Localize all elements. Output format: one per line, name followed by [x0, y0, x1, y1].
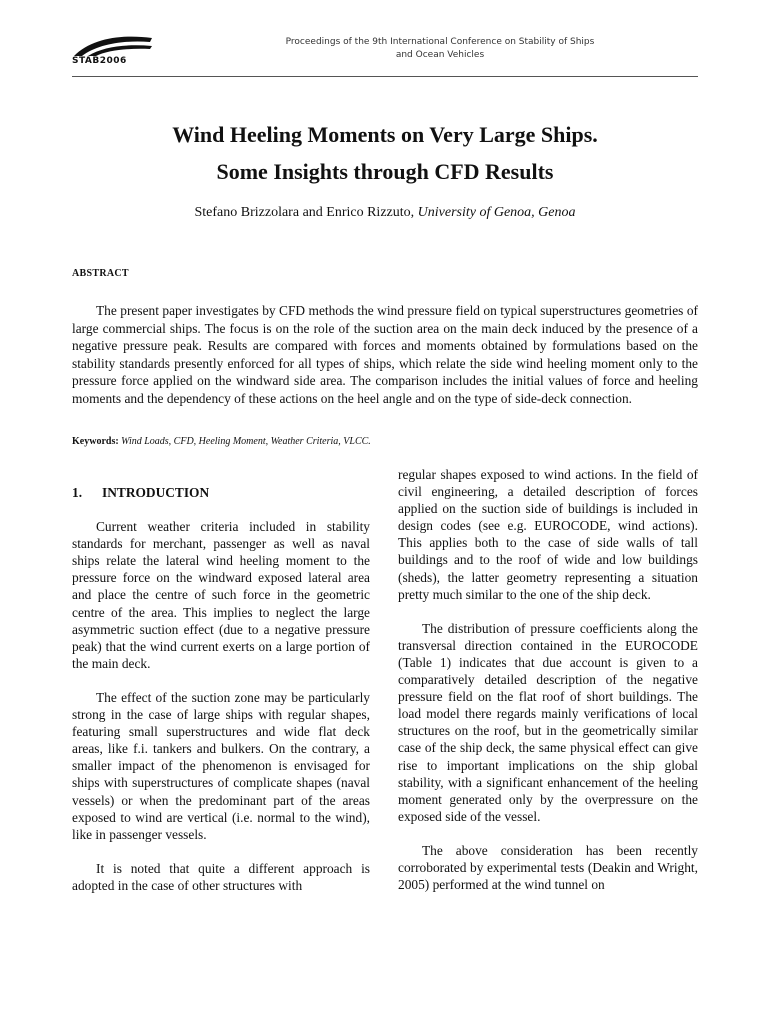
- author-affiliation: University of Genoa, Genoa: [417, 205, 576, 220]
- logo-text: STAB2006: [72, 56, 127, 66]
- paper-title: [72, 116, 698, 190]
- section-number: 1.: [72, 485, 83, 500]
- keywords: [72, 436, 698, 447]
- stab-logo-icon: [72, 32, 154, 72]
- title-line-2: Some Insights through CFD Results: [216, 159, 554, 184]
- section-heading: [72, 484, 370, 501]
- right-column: [398, 466, 698, 910]
- conference-name: [182, 36, 698, 62]
- keywords-label: Keywords:: [72, 436, 122, 447]
- keywords-text: Wind Loads, CFD, Heeling Moment, Weather Criteria, VLCC.: [121, 436, 371, 447]
- paragraph: Current weather criteria included in stability standards for merchant, passenger as well as naval ships relate the lateral wind heeling moment to the pressure force on the windward exposed lateral area and place the centre of such force in the geometric centre of the area. This implies to neglect the large asymmetric suction effect (due to a negative pressure peak) that the wind current exerts on a large portion of the main deck.: [72, 519, 370, 671]
- author-names: Stefano Brizzolara and Enrico Rizzuto,: [194, 205, 418, 220]
- paragraph: The above consideration has been recently corroborated by experimental tests (Deakin and Wright, 2005) performed at the wind tunnel on: [398, 842, 698, 893]
- abstract-text: The present paper investigates by CFD methods the wind pressure field on typical superstructures geometries of large commercial ships. The focus is on the role of the suction area on the main deck induced by the presence of a negative pressure peak. Results are compared with forces and moments obtained by formulations based on the stability standards presently enforced for all types of ships, which relate the side wind heeling moment only to the pressure force applied on the windward side area. The comparison includes the initial values of force and heeling moments and the dependency of these actions on the heel angle and on the type of side-deck connection.: [72, 303, 698, 406]
- title-line-1: Wind Heeling Moments on Very Large Ships.: [172, 122, 598, 147]
- paragraph: regular shapes exposed to wind actions. In the field of civil engineering, a detailed description of forces applied on the suction side of buildings is included in design codes (see e.g. EUROCODE, wind actions). This applies both to the case of side walls of tall buildings and to the roof of wide and low buildings (sheds), the latter geometry representing a situation pretty much similar to the one of the ship deck.: [398, 467, 698, 602]
- section-title: INTRODUCTION: [102, 485, 210, 500]
- paragraph: The distribution of pressure coefficients along the transversal direction contained in the EUROCODE (Table 1) indicates that due account is given to a comparatively detailed description of the negative pressure field on the flat roof of short buildings. The load model there regards mainly verifications of local structures on the roof, but in the geometrically similar case of the ship deck, the same physical effect can give rise to important implications on the ship global stability, with a significant enhancement of the heeling moment generated only by the overpressure on the exposed side of the vessel.: [398, 620, 698, 824]
- page-header: [72, 28, 698, 77]
- author-line: [72, 205, 698, 221]
- conference-line-1: Proceedings of the 9th International Conference on Stability of Ships: [285, 37, 595, 47]
- conference-line-2: and Ocean Vehicles: [395, 50, 485, 60]
- paragraph: It is noted that quite a different approach is adopted in the case of other structures with: [72, 860, 370, 893]
- left-column: [72, 466, 370, 911]
- paragraph: The effect of the suction zone may be particularly strong in the case of large ships with regular shapes, featuring small superstructures and wide flat deck areas, like f.i. tankers and bulkers. On the contrary, a smaller impact of the phenomenon is envisaged for ships with superstructures of complicate shapes (naval vessels) or when the predominant part of the areas exposed to wind are vertical (i.e. normal to the wind), like in passenger vessels.: [72, 689, 370, 842]
- abstract-heading: ABSTRACT: [72, 268, 129, 279]
